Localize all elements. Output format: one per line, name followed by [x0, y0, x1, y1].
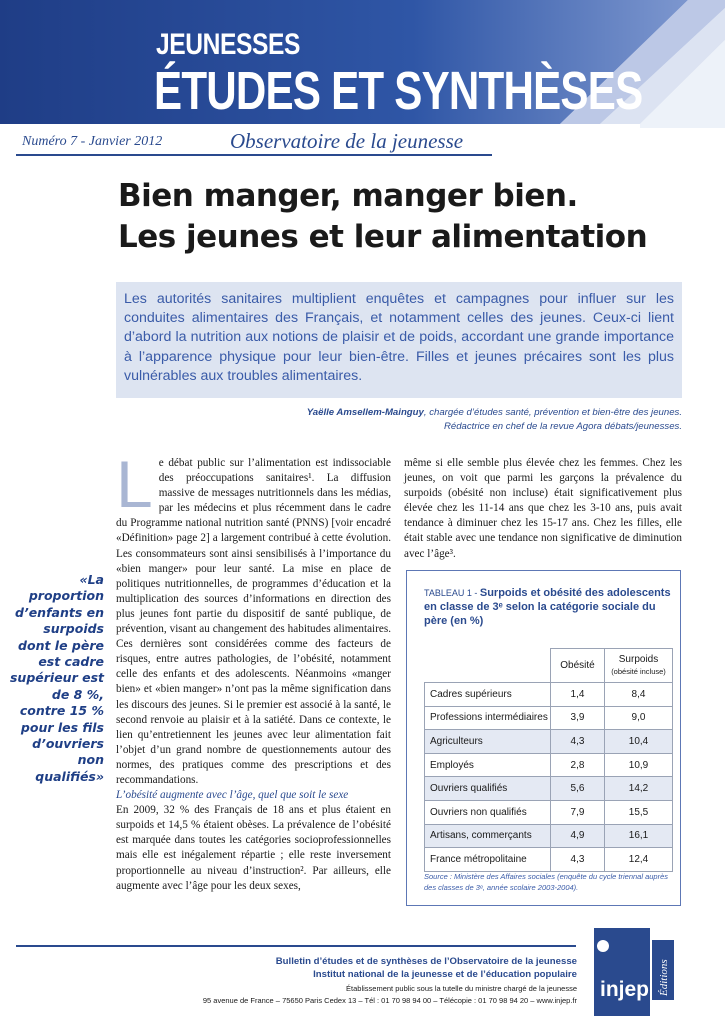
row-surpoids: 16,1	[605, 824, 673, 848]
bottom-divider	[16, 945, 576, 947]
table-row	[425, 753, 673, 777]
table-source: Source : Ministère des Affaires sociales (enquête du cycle triennal auprès des classes de 3ᵉ, année scolaire 2003-2004).	[424, 872, 669, 892]
footer-bulletin	[276, 956, 577, 981]
row-label: Artisans, commerçants	[425, 824, 551, 848]
footer-line-1: Bulletin d’études et de synthèses de l’Observatoire de la jeunesse	[275, 956, 577, 967]
row-label: Professions intermédiaires	[425, 706, 551, 730]
body-paragraph-3: même si elle semble plus élevée chez les femmes. Chez les jeunes, on voit que parmi les garçons la prévalence du surpoids (obésité non incluse) était significativement plus élevée chez les 11-14 ans que chez les 3-10 ans, puis avait tendance à diminuer chez les 15-17 ans. Chez les filles, elle était stable avec une tendance non significative de diminution avec l’âge³.	[404, 457, 682, 560]
header-banner	[0, 0, 725, 128]
banner-title: ÉTUDES ET SYNTHÈSES	[154, 61, 643, 121]
row-label: Employés	[425, 753, 551, 777]
table-header-surpoids-note: (obésité incluse)	[611, 666, 666, 676]
row-obesite: 7,9	[551, 800, 605, 824]
row-label: Agriculteurs	[425, 730, 551, 754]
row-surpoids: 8,4	[605, 683, 673, 707]
observatoire-label: Observatoire de la jeunesse	[230, 129, 464, 153]
body-paragraph-1: e débat public sur l’alimentation est indissociable des préoccupations sanitaires¹. La diffusion massive de messages nutritionnels dans les médias, par les médecins et plus récemment dans le cadre du Programme national nutrition santé (PNNS) [voir encadré «Définition» page 2] a largement contribué à cette évolution. Les consommateurs sont ainsi sensibilisés à l’importance du «bien manger» pour leur santé. La mise en place de politiques nutritionnelles, de programmes d’éducation et la multiplication des sources d’informations en direction des plus jeunes font partie du dispositif de santé publique, de prévention, visant au changement des habitudes alimentaires. Ces dernières sont considérées comme des facteurs de risques, entre autres pathologies, de l’obésité, notamment celle des enfants et des adolescents. Néanmoins «manger bien» et «bien manger» n’ont pas la même signification dans les discours des jeunes. Si le premier est associé à la santé, le second renvoie au plaisir et à la satiété. Dans ce contexte, le lien qu’entretiennent les jeunes avec leur alimentation fait l’objet d’un grand nombre de questionnements autour des normes, des pratiques comme des prescriptions et des recommandations.	[116, 457, 391, 786]
issue-number: Numéro 7 - Janvier 2012	[22, 134, 163, 149]
table-row	[425, 848, 673, 872]
author-role-2: Rédactrice en chef de la revue Agora débats/jeunesses.	[443, 421, 682, 432]
top-divider	[16, 154, 492, 156]
data-table-box	[406, 570, 681, 906]
row-obesite: 4,9	[551, 824, 605, 848]
table-header-row	[425, 649, 673, 683]
row-label: Ouvriers qualifiés	[425, 777, 551, 801]
page-title-line-1: Bien manger, manger bien.	[118, 178, 578, 214]
table-header-surpoids	[605, 649, 673, 683]
editions-text: Éditions	[658, 959, 670, 996]
body-column-1	[116, 447, 391, 894]
page-title	[118, 176, 647, 258]
row-label: France métropolitaine	[425, 848, 551, 872]
row-surpoids: 14,2	[605, 777, 673, 801]
row-surpoids: 10,9	[605, 753, 673, 777]
footer-line-2: Institut national de la jeunesse et de l’éducation populaire	[313, 968, 577, 980]
data-table	[424, 648, 673, 872]
footer-contact	[203, 983, 577, 1006]
table-title	[424, 586, 674, 628]
page-title-line-2: Les jeunes et leur alimentation	[118, 219, 648, 255]
row-obesite: 2,8	[551, 753, 605, 777]
table-row	[425, 730, 673, 754]
row-label: Cadres supérieurs	[425, 683, 551, 707]
table-header-obesite: Obésité	[551, 649, 605, 683]
drop-cap: L	[116, 447, 153, 521]
author-name: Yaëlle Amsellem-Mainguy	[306, 407, 424, 418]
body-column-2	[404, 456, 682, 562]
pull-quote: «La proportion d’enfants en surpoids dont le père est cadre supérieur est de 8 %, contre 15 % pour les fils d’ouvriers non qualifiés»	[9, 572, 104, 784]
table-header-surpoids-label: Surpoids	[618, 653, 659, 665]
row-surpoids: 15,5	[605, 800, 673, 824]
footer-line-4: 95 avenue de France – 75650 Paris Cedex 13 – Tél : 01 70 98 94 00 – Télécopie : 01 70 98 94 20 – www.injep.fr	[202, 995, 577, 1005]
table-row	[425, 683, 673, 707]
author-role: , chargée d’études santé, prévention et bien-être des jeunes.	[423, 407, 682, 418]
body-paragraph-2: En 2009, 32 % des Français de 18 ans et plus étaient en surpoids et 14,5 % étaient obèses. La prévalence de l’obésité est marquée dans toutes les catégories socioprofessionnelles mais elle est inégalement répartie ; elle reste inversement proportionnelle au niveau d’instruction². Par ailleurs, elle augmente avec l’âge pour les deux sexes,	[116, 804, 391, 892]
row-obesite: 4,3	[551, 848, 605, 872]
row-obesite: 1,4	[551, 683, 605, 707]
row-surpoids: 9,0	[605, 706, 673, 730]
row-obesite: 4,3	[551, 730, 605, 754]
table-header-empty	[425, 649, 551, 683]
lead-paragraph: Les autorités sanitaires multiplient enquêtes et campagnes pour influer sur les conduites alimentaires des Français, et notamment celles des jeunes. Ceux-ci lient d’abord la nutrition aux notions de plaisir et de poids, accordant une grande importance à l’apparence physique pour leur bien-être. Filles et jeunes précaires sont les plus vulnérables aux troubles alimentaires.	[116, 282, 682, 398]
row-surpoids: 12,4	[605, 848, 673, 872]
table-label: TABLEAU 1 -	[424, 588, 480, 598]
row-obesite: 5,6	[551, 777, 605, 801]
table-title-text: Surpoids et obésité des adolescents en classe de 3ᵉ selon la catégorie sociale du père (en %)	[424, 587, 671, 627]
footer-line-3: Établissement public sous la tutelle du ministre chargé de la jeunesse	[346, 984, 577, 993]
row-label: Ouvriers non qualifiés	[425, 800, 551, 824]
banner-kicker: JEUNESSES	[156, 28, 300, 61]
table-row	[425, 777, 673, 801]
editions-label-icon	[652, 940, 674, 1000]
table-row	[425, 824, 673, 848]
table-row	[425, 800, 673, 824]
section-heading: L’obésité augmente avec l’âge, quel que soit le sexe	[116, 789, 349, 802]
row-obesite: 3,9	[551, 706, 605, 730]
author-credit	[122, 406, 682, 434]
logo-text: injep	[600, 978, 650, 1001]
row-surpoids: 10,4	[605, 730, 673, 754]
table-row	[425, 706, 673, 730]
